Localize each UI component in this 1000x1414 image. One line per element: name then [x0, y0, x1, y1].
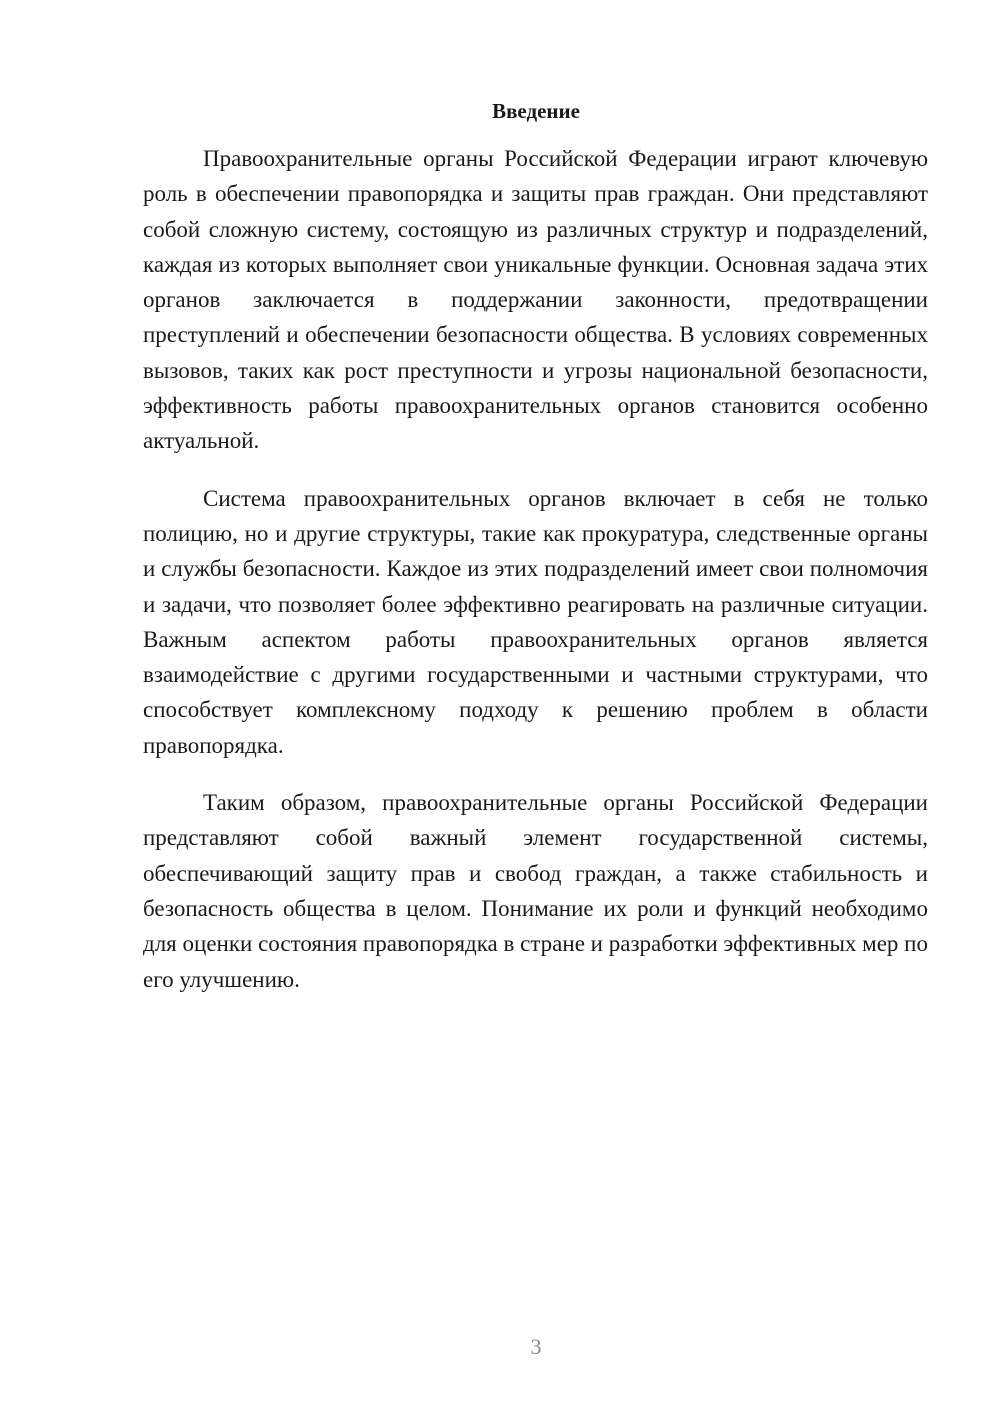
page-number: 3 — [530, 1334, 542, 1359]
paragraph-2: Система правоохранительных органов включает в себя не только полицию, но и другие структуры, такие как прокуратура, следственные органы и службы безопасности. Каждое из этих подразделений имеет свои полномочия и задачи, что позволяет более эффективно реагировать на различные ситуации. Важным аспектом работы правоохранительных органов является взаимодействие с другими государственными и частными структурами, что способствует комплексному подходу к решению проблем в области правопорядка. — [143, 485, 928, 758]
paragraph-3: Таким образом, правоохранительные органы Российской Федерации представляют собой важный элемент государственной системы, обеспечивающий защиту прав и свобод граждан, а также стабильность и безопасность общества в целом. Понимание их роли и функций необходимо для оценки состояния правопорядка в стране и разработки эффективных мер по его улучшению. — [143, 790, 928, 992]
body-text — [143, 141, 928, 1019]
section-heading: Введение — [492, 99, 580, 123]
paragraph-1: Правоохранительные органы Российской Федерации играют ключевую роль в обеспечении правопорядка и защиты прав граждан. Они представляют собой сложную систему, состоящую из различных структур и подразделений, каждая из которых выполняет свои уникальные функции. Основная задача этих органов заключается в поддержании законности, предотвращении преступлений и обеспечении безопасности общества. В условиях современных вызовов, таких как рост преступности и угрозы национальной безопасности, эффективность работы правоохранительных органов становится особенно актуальной. — [143, 146, 928, 454]
